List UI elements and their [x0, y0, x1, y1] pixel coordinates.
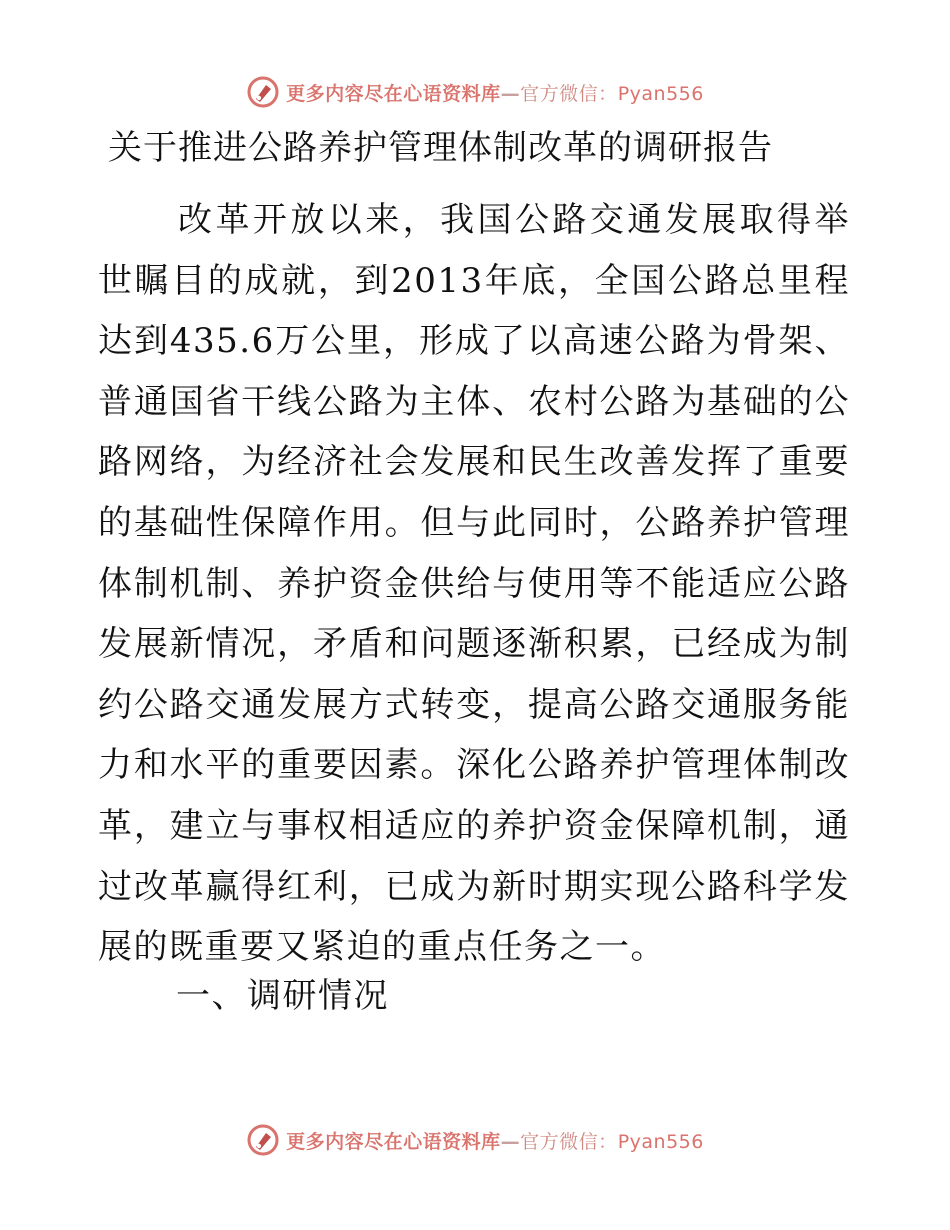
watermark-dash: — [500, 1130, 521, 1153]
watermark-wechat-label: 官方微信： [520, 1130, 618, 1153]
document-title: 关于推进公路养护管理体制改革的调研报告 [108, 128, 773, 168]
header-watermark [0, 72, 950, 112]
watermark-text [286, 79, 704, 106]
watermark-dash: — [500, 82, 521, 105]
watermark-wechat-label: 官方微信： [520, 82, 618, 105]
watermark-main: 更多内容尽在心语资料库 [286, 1130, 501, 1153]
body-paragraph: 改革开放以来，我国公路交通发展取得举世瞩目的成就，到2013年底，全国公路总里程达到435.6万公里，形成了以高速公路为骨架、普通国省干线公路为主体、农村公路为基础的公路网络，为经济社会发展和民生改善发挥了重要的基础性保障作用。但与此同时，公路养护管理体制机制、养护资金供给与使用等不能适应公路发展新情况，矛盾和问题逐渐积累，已经成为制约公路交通发展方式转变，提高公路交通服务能力和水平的重要因素。深化公路养护管理体制改革，建立与事权相适应的养护资金保障机制，通过改革赢得红利，已成为新时期实现公路科学发展的既重要又紧迫的重点任务之一。 [98, 200, 850, 968]
watermark-wechat-id: Pyan556 [617, 82, 704, 105]
footer-watermark [0, 1120, 950, 1160]
pen-nib-logo-icon [246, 75, 280, 109]
watermark-wechat-id: Pyan556 [617, 1130, 704, 1153]
section-heading: 一、调研情况 [176, 976, 389, 1016]
watermark-text [286, 1127, 704, 1154]
pen-nib-logo-icon [246, 1123, 280, 1157]
watermark-main: 更多内容尽在心语资料库 [286, 82, 501, 105]
